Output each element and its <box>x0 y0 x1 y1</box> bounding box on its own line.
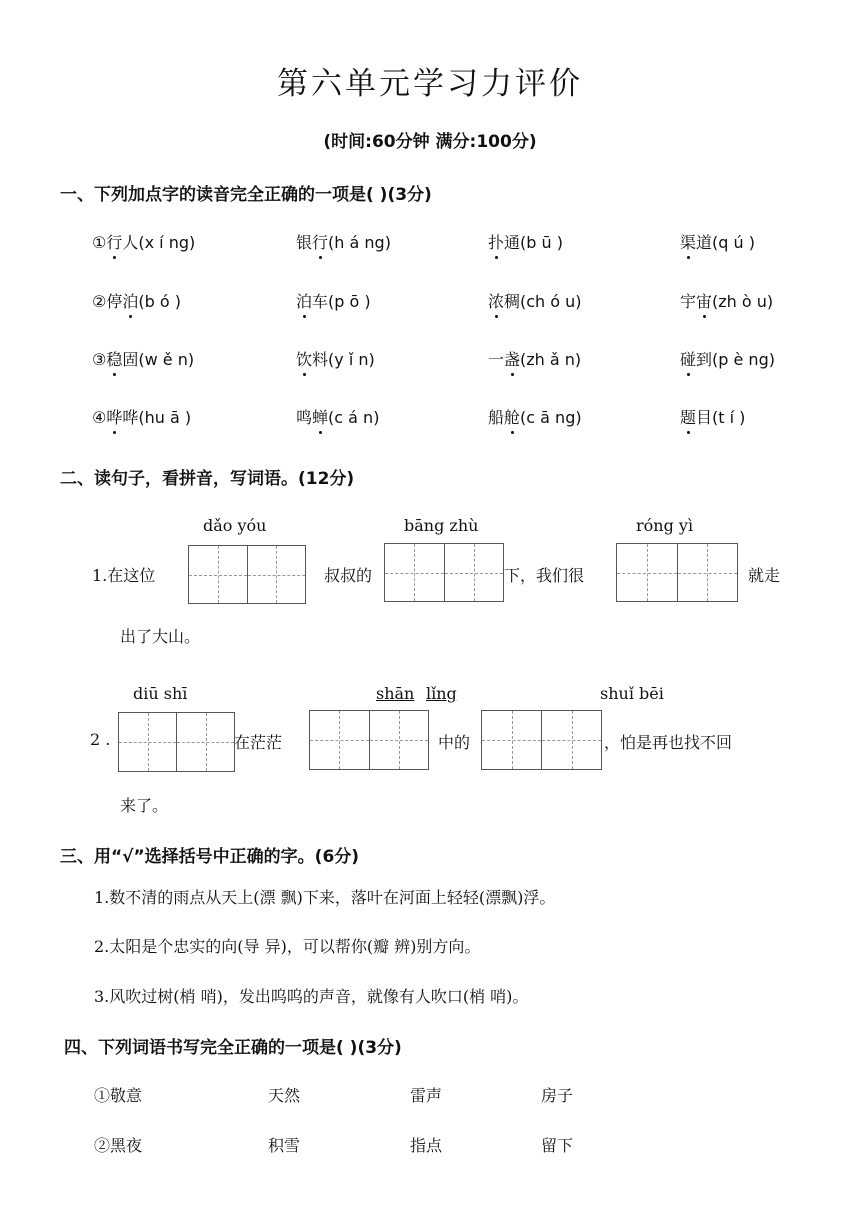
option-3-1: ③稳固(w ě n) <box>92 347 194 370</box>
option-4-4: 题目(t í ) <box>680 405 745 428</box>
option-3-2: 饮料(y ǐ n) <box>296 347 375 370</box>
writing-grid-bangzhu[interactable] <box>384 543 504 602</box>
dotted-char: 碰 <box>680 347 696 370</box>
dotted-char: 泊 <box>296 289 312 312</box>
option-4-1: ④哗哗(hu ā ) <box>92 405 191 428</box>
dotted-char: 哗 <box>106 405 122 428</box>
option-1-2: 银行(h á ng) <box>296 230 391 253</box>
dotted-char: 行 <box>312 230 328 253</box>
page-title: 第六单元学习力评价 <box>277 66 583 102</box>
word-2-2: 积雪 <box>268 1136 301 1155</box>
time-score-info: (时间:60分钟 满分:100分) <box>323 132 537 152</box>
option-3-3: 一盏(zh ǎ n) <box>488 347 581 370</box>
q2-mid1: 在茫茫 <box>234 733 283 752</box>
section4-heading: 四、下列词语书写完全正确的一项是( )(3分) <box>64 1038 402 1058</box>
section3-heading: 三、用“√”选择括号中正确的字。(6分) <box>60 847 360 867</box>
pinyin-daoyou: dǎo yóu <box>203 516 267 535</box>
q1-continuation: 出了大山。 <box>120 627 201 646</box>
pinyin-ling: lǐng <box>426 684 457 703</box>
word-1-3: 雷声 <box>410 1086 443 1105</box>
dotted-char: 宙 <box>696 289 712 312</box>
pinyin-shan: shān <box>376 684 415 703</box>
writing-grid-shuibei[interactable] <box>481 710 602 770</box>
word-2-4: 留下 <box>541 1136 574 1155</box>
dotted-char: 饮 <box>296 347 312 370</box>
pinyin-bangzhu: bāng zhù <box>404 516 479 535</box>
word-1-4: 房子 <box>541 1086 574 1105</box>
q1-lead: 1.在这位 <box>92 566 156 585</box>
option-2-4: 宇宙(zh ò u) <box>680 289 773 312</box>
writing-grid-rongyi[interactable] <box>616 543 738 602</box>
pinyin-rongyi: róng yì <box>636 516 694 535</box>
word-2-3: 指点 <box>410 1136 443 1155</box>
q2-lead: 2 . <box>90 730 111 749</box>
option-4-2: 鸣蝉(c á n) <box>296 405 379 428</box>
dotted-char: 行 <box>106 230 122 253</box>
writing-grid-daoyou[interactable] <box>188 545 306 604</box>
dotted-char: 稳 <box>106 347 122 370</box>
word-1-1: ①敬意 <box>94 1086 143 1105</box>
dotted-char: 渠 <box>680 230 696 253</box>
dotted-char: 题 <box>680 405 696 428</box>
option-2-2: 泊车(p ō ) <box>296 289 371 312</box>
section2-heading: 二、读句子，看拼音，写词语。(12分) <box>60 469 355 489</box>
writing-grid-shanling[interactable] <box>309 710 429 770</box>
writing-grid-diushi[interactable] <box>118 712 235 772</box>
word-2-1: ②黑夜 <box>94 1136 143 1155</box>
pinyin-diushi: diū shī <box>133 684 188 703</box>
q2-mid2: 中的 <box>438 733 471 752</box>
q1-end: 就走 <box>748 566 781 585</box>
section3-line-3: 3.风吹过树(梢 哨)，发出呜呜的声音，就像有人吹口(梢 哨)。 <box>94 987 529 1006</box>
option-1-1: ①行人(x í ng) <box>92 230 195 253</box>
q2-end: ，怕是再也找不回 <box>604 733 733 752</box>
option-1-4: 渠道(q ú ) <box>680 230 755 253</box>
section3-line-2: 2.太阳是个忠实的向(导 异)，可以帮你(瓣 辨)别方向。 <box>94 937 481 956</box>
option-1-3: 扑通(b ū ) <box>488 230 563 253</box>
pinyin-shuibei: shuǐ bēi <box>600 684 664 703</box>
option-2-1: ②停泊(b ó ) <box>92 289 181 312</box>
option-2-3: 浓稠(ch ó u) <box>488 289 582 312</box>
dotted-char: 盏 <box>504 347 520 370</box>
dotted-char: 泊 <box>122 289 138 312</box>
dotted-char: 浓 <box>488 289 504 312</box>
q2-continuation: 来了。 <box>120 796 169 815</box>
q1-mid2: 下，我们很 <box>504 566 585 585</box>
section1-heading: 一、下列加点字的读音完全正确的一项是( )(3分) <box>60 185 432 205</box>
option-3-4: 碰到(p è ng) <box>680 347 775 370</box>
dotted-char: 扑 <box>488 230 504 253</box>
dotted-char: 舱 <box>504 405 520 428</box>
word-1-2: 天然 <box>268 1086 301 1105</box>
q1-mid1: 叔叔的 <box>324 566 373 585</box>
option-4-3: 船舱(c ā ng) <box>488 405 582 428</box>
dotted-char: 蝉 <box>312 405 328 428</box>
section3-line-1: 1.数不清的雨点从天上(漂 飘)下来，落叶在河面上轻轻(漂飘)浮。 <box>94 888 556 907</box>
